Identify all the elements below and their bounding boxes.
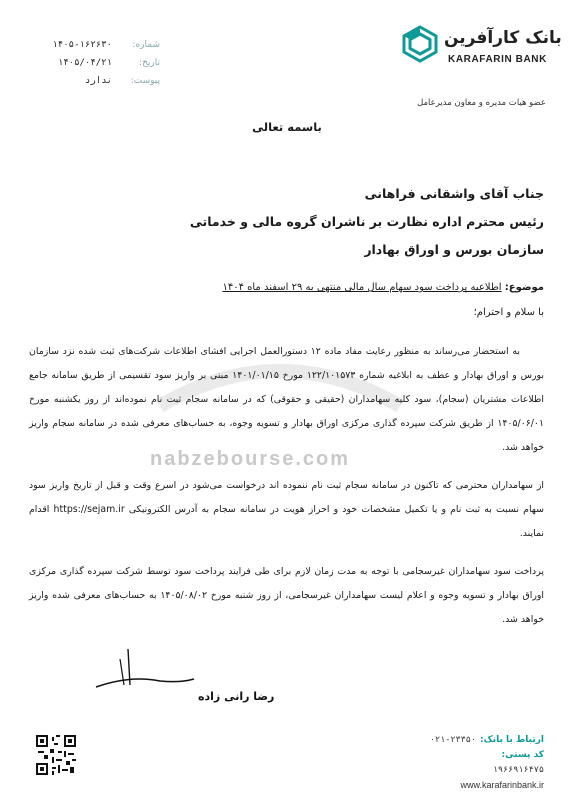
letter-title: باسمه تعالی: [252, 120, 322, 134]
bank-name-en: KARAFARIN BANK: [448, 54, 547, 65]
meta-attachment-row: [40, 72, 160, 90]
body-paragraph-1: به استحضار می‌رساند به منظور رعایت مفاد ماده ۱۲ دستورالعمل اجرایی افشای اطلاعات شرکت‌های ثبت شده نزد سازمان بورس و اوراق بهادار و عطف به ابلاغیه شماره ۱۲۲/۱۰۱۵۷۳ مورخ ۱۴۰۱/۰۱/۱۵ مبنی بر واریز سود تقسیمی از طریق سامانه جامع اطلاعات مشتریان (سجام)، سود کلیه سهامداران (حقیقی و حقوقی) که در سامانه سجام ثبت نام نموده‌اند از روز یکشنبه مورخ ۱۴۰۵/۰۶/۰۱ از طریق شرکت سپرده گذاری مرکزی اوراق بهادار و تسویه وجوه، به حساب‌های معرفی شده در سامانه سجام واریز خواهد شد.: [29, 346, 545, 453]
letter-meta: [40, 36, 160, 90]
greeting: با سلام و احترام؛: [473, 307, 544, 318]
footer-contact: [394, 733, 544, 793]
date-value: ۱۴۰۵/۰۴/۲۱: [57, 58, 112, 68]
body-paragraph-3: پرداخت سود سهامداران غیرسجامی با توجه به مدت زمان لازم برای طی فرایند پرداخت سود توسط شرکت سپرده گذاری مرکزی اوراق بهادار و تسویه وجوه و اعلام لیست سهامداران غیرسجامی، از روز شنبه مورخ ۱۴۰۵/۰۸/۰۲ به حساب‌های معرفی شده واریز خواهد شد.: [29, 566, 544, 625]
signature-name: رضا رانی زاده: [198, 690, 275, 703]
watermark-text: nabzebourse.com: [150, 448, 351, 470]
bank-logo-icon: [400, 24, 440, 64]
number-value: ۱۴۰۵-۱۶۲۶۳۰: [52, 40, 112, 50]
date-label: تاریخ:: [139, 58, 160, 68]
letter-body: [29, 340, 544, 646]
postal-label: کد پستی:: [501, 750, 544, 760]
number-label: شماره:: [132, 40, 160, 50]
contact-value: ۰۲۱-۲۳۳۵۰: [429, 735, 476, 745]
website-link[interactable]: www.karafarinbank.ir: [460, 780, 544, 790]
contact-label: ارتباط با بانک:: [479, 735, 544, 745]
subject-line: [24, 282, 544, 293]
qr-code-icon: [36, 735, 76, 775]
postal-value: ۱۹۶۶۹۱۶۴۷۵: [492, 765, 544, 775]
footer-contact-row: [394, 733, 544, 748]
recipient-block: [24, 180, 544, 264]
recipient-line-1: جناب آقای واشقانی فراهانی: [364, 186, 544, 201]
body-paragraph-2: از سهامداران محترمی که تاکنون در سامانه سجام ثبت نام ننموده اند درخواست می‌شود در اسرع وقت و قبل از تاریخ واریز سود سهام نسبت به ثبت نام و یا تکمیل مشخصات خود و احراز هویت در سامانه سجام به آدرس الکترونیکی https://sejam.ir اقدام نمایند.: [29, 480, 544, 539]
subject-text: اطلاعیه پرداخت سود سهام سال مالی منتهی به ۲۹ اسفند ماه ۱۴۰۴: [222, 282, 502, 293]
signature-mark: [90, 645, 275, 705]
meta-number-row: [40, 36, 160, 54]
meta-date-row: [40, 54, 160, 72]
bank-name-fa: بانک کارآفرین: [444, 28, 562, 48]
bank-logo: [400, 24, 562, 96]
subject-label: موضوع:: [504, 282, 544, 293]
footer-postal-row: [394, 748, 544, 763]
attachment-label: پیوست:: [130, 76, 160, 86]
footer-postal-value-row: [394, 763, 544, 778]
recipient-line-3: سازمان بورس و اوراق بهادار: [364, 242, 544, 257]
board-member-line: عضو هیات مدیره و معاون مدیرعامل: [417, 98, 546, 108]
recipient-line-2: رئیس محترم اداره نظارت بر ناشران گروه مالی و خدماتی: [189, 214, 544, 229]
attachment-value: ندارد: [84, 76, 112, 86]
